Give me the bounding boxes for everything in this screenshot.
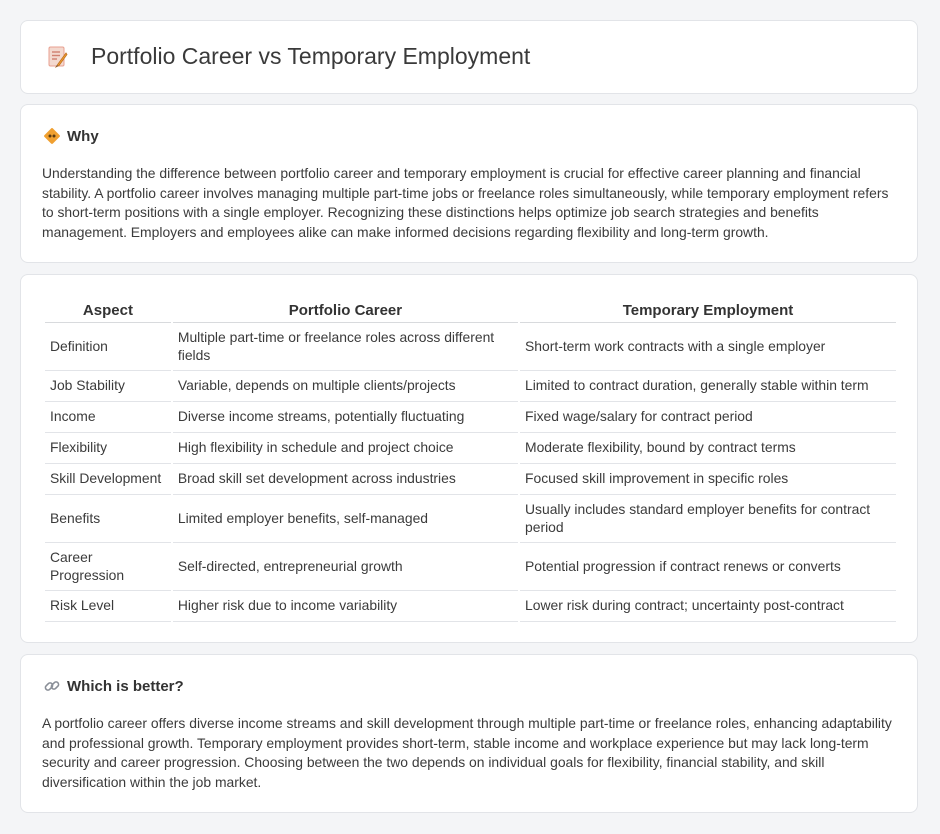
why-section	[20, 104, 918, 263]
temporary-cell: Potential progression if contract renews or converts	[520, 543, 896, 591]
table-row	[45, 464, 896, 495]
document-pencil-icon	[45, 44, 71, 70]
aspect-cell: Income	[45, 402, 171, 433]
temporary-cell: Short-term work contracts with a single employer	[520, 323, 896, 371]
aspect-cell: Flexibility	[45, 433, 171, 464]
table-row	[45, 495, 896, 543]
diamond-sign-icon	[43, 127, 61, 145]
portfolio-cell: Broad skill set development across industries	[173, 464, 518, 495]
which-is-better-section	[20, 654, 918, 813]
header-portfolio-career: Portfolio Career	[173, 298, 518, 323]
temporary-cell: Fixed wage/salary for contract period	[520, 402, 896, 433]
portfolio-cell: Limited employer benefits, self-managed	[173, 495, 518, 543]
table-row	[45, 323, 896, 371]
portfolio-cell: Higher risk due to income variability	[173, 591, 518, 622]
aspect-cell: Skill Development	[45, 464, 171, 495]
portfolio-cell: Self-directed, entrepreneurial growth	[173, 543, 518, 591]
aspect-cell: Career Progression	[45, 543, 171, 591]
header-temporary-employment: Temporary Employment	[520, 298, 896, 323]
portfolio-cell: Variable, depends on multiple clients/projects	[173, 371, 518, 402]
table-row	[45, 543, 896, 591]
temporary-cell: Lower risk during contract; uncertainty post-contract	[520, 591, 896, 622]
portfolio-cell: Diverse income streams, potentially fluctuating	[173, 402, 518, 433]
temporary-cell: Moderate flexibility, bound by contract terms	[520, 433, 896, 464]
table-row	[45, 402, 896, 433]
table-row	[45, 591, 896, 622]
temporary-cell: Focused skill improvement in specific roles	[520, 464, 896, 495]
header-aspect: Aspect	[45, 298, 171, 323]
table-header-row	[45, 298, 896, 323]
aspect-cell: Risk Level	[45, 591, 171, 622]
temporary-cell: Usually includes standard employer benefits for contract period	[520, 495, 896, 543]
why-title: Why	[67, 127, 99, 145]
comparison-card	[20, 274, 918, 643]
aspect-cell: Job Stability	[45, 371, 171, 402]
comparison-table	[43, 298, 898, 622]
table-row	[45, 433, 896, 464]
which-is-better-body: A portfolio career offers diverse income streams and skill development through multiple part-time or freelance roles, enhancing adaptability and professional growth. Temporary employment provides short-term, stable income and workplace experience but may lack long-term security and career progression. Choosing between the two depends on individual goals for flexibility, financial stability, and skill diversification within the job market.	[42, 715, 892, 790]
aspect-cell: Benefits	[45, 495, 171, 543]
temporary-cell: Limited to contract duration, generally stable within term	[520, 371, 896, 402]
page-title: Portfolio Career vs Temporary Employment	[91, 43, 531, 69]
which-is-better-title: Which is better?	[67, 677, 184, 695]
title-card	[20, 20, 918, 94]
portfolio-cell: Multiple part-time or freelance roles across different fields	[173, 323, 518, 371]
link-icon	[43, 677, 61, 695]
portfolio-cell: High flexibility in schedule and project choice	[173, 433, 518, 464]
table-row	[45, 371, 896, 402]
why-body: Understanding the difference between portfolio career and temporary employment is crucial for effective career planning and financial stability. A portfolio career involves managing multiple part-time jobs or freelance roles simultaneously, while temporary employment refers to short-term positions with a single employer. Recognizing these distinctions helps optimize job search strategies and benefits management. Employers and employees alike can make informed decisions regarding flexibility and long-term growth.	[42, 165, 889, 240]
aspect-cell: Definition	[45, 323, 171, 371]
